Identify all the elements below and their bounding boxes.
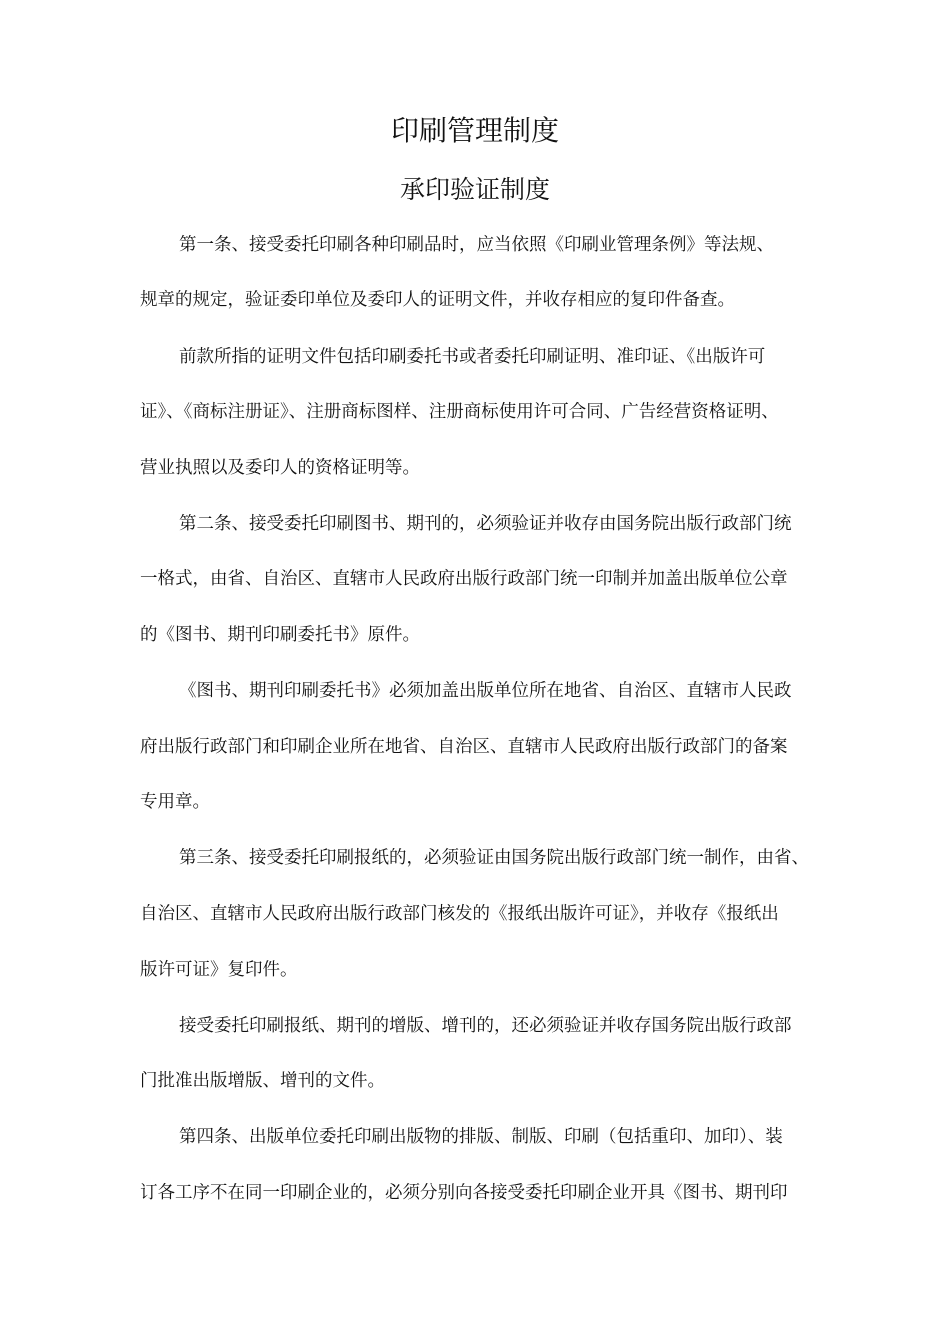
- body-line: 第二条、接受委托印刷图书、期刊的，必须验证并收存由国务院出版行政部门统: [179, 514, 792, 534]
- body-line: 第一条、接受委托印刷各种印刷品时，应当依照《印刷业管理条例》等法规、: [179, 235, 774, 255]
- body-line: 订各工序不在同一印刷企业的，必须分别向各接受委托印刷企业开具《图书、期刊印: [140, 1183, 788, 1203]
- body-line: 府出版行政部门和印刷企业所在地省、自治区、直辖市人民政府出版行政部门的备案: [140, 737, 788, 757]
- body-line: 一格式，由省、自治区、直辖市人民政府出版行政部门统一印制并加盖出版单位公章: [140, 569, 788, 589]
- body-line: 前款所指的证明文件包括印刷委托书或者委托印刷证明、准印证、《出版许可: [179, 347, 766, 367]
- body-line: 专用章。: [140, 792, 210, 812]
- document-title: 印刷管理制度: [390, 114, 559, 147]
- body-line: 第三条、接受委托印刷报纸的，必须验证由国务院出版行政部门统一制作，由省、: [179, 848, 809, 868]
- document-subtitle: 承印验证制度: [399, 175, 550, 204]
- body-line: 《图书、期刊印刷委托书》必须加盖出版单位所在地省、自治区、直辖市人民政: [179, 681, 792, 701]
- body-line: 营业执照以及委印人的资格证明等。: [140, 458, 420, 478]
- body-line: 第四条、出版单位委托印刷出版物的排版、制版、印刷（包括重印、加印）、装: [179, 1127, 783, 1147]
- body-line: 接受委托印刷报纸、期刊的增版、增刊的，还必须验证并收存国务院出版行政部: [179, 1016, 792, 1036]
- body-line: 版许可证》复印件。: [140, 960, 298, 980]
- body-line: 门批准出版增版、增刊的文件。: [140, 1071, 385, 1091]
- body-line: 证》、《商标注册证》、注册商标图样、注册商标使用许可合同、广告经营资格证明、: [140, 402, 779, 422]
- body-line: 规章的规定，验证委印单位及委印人的证明文件，并收存相应的复印件备查。: [140, 290, 735, 310]
- body-line: 的《图书、期刊印刷委托书》原件。: [140, 625, 420, 645]
- body-line: 自治区、直辖市人民政府出版行政部门核发的《报纸出版许可证》，并收存《报纸出: [140, 904, 779, 924]
